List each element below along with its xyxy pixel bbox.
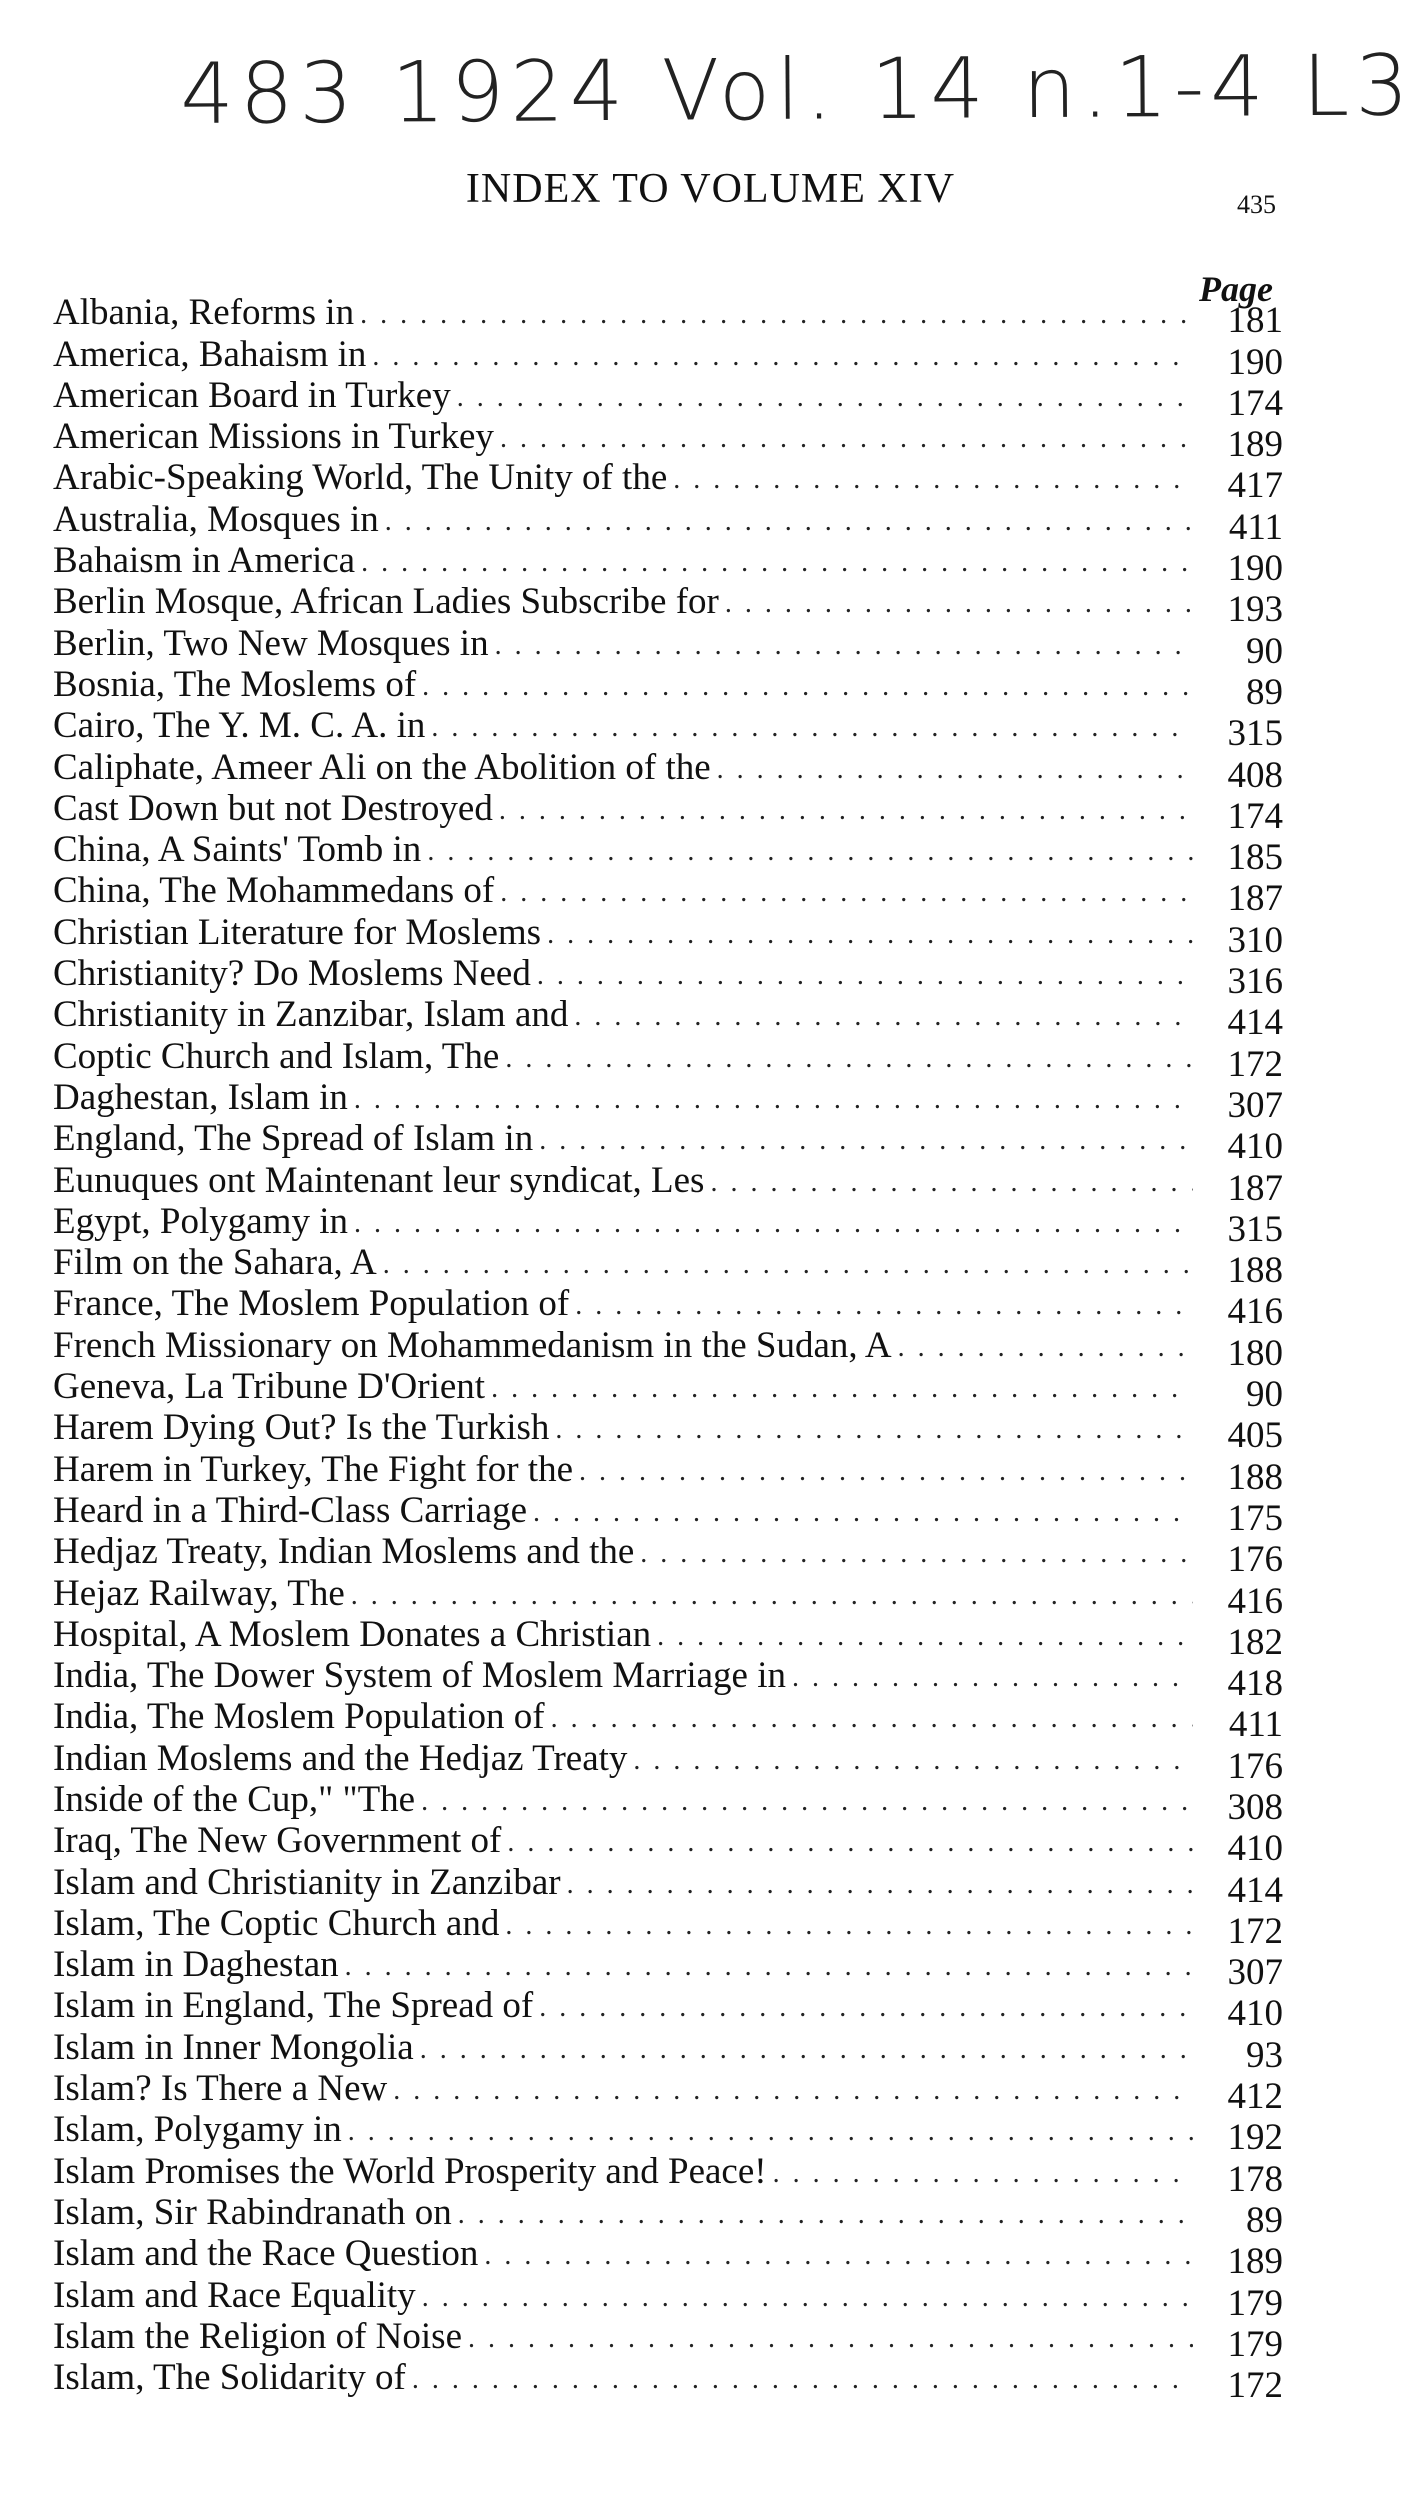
index-entry bbox=[53, 1655, 1283, 1705]
index-entry bbox=[53, 1572, 1283, 1622]
index-entry bbox=[53, 1985, 1283, 2035]
index-entry-page-number: 410 bbox=[1227, 1993, 1283, 2035]
index-entry-label: Hospital, A Moslem Donates a Christian bbox=[53, 1614, 657, 1655]
index-entry-page-number: 89 bbox=[1246, 2199, 1283, 2241]
index-entry-label: Islam, The Solidarity of bbox=[53, 2357, 412, 2398]
index-entry bbox=[53, 622, 1283, 672]
index-entry-page-number: 193 bbox=[1227, 589, 1283, 631]
index-entry-label: Hedjaz Treaty, Indian Moslems and the bbox=[53, 1531, 640, 1572]
index-entry-page-number: 89 bbox=[1246, 671, 1283, 713]
index-entry-label: Islam, The Coptic Church and bbox=[53, 1903, 505, 1944]
index-entry-label: Islam and Race Equality bbox=[53, 2275, 422, 2316]
index-entry bbox=[53, 1531, 1283, 1581]
dot-leader bbox=[354, 1206, 1193, 1242]
index-entry-page-number: 411 bbox=[1228, 1704, 1283, 1746]
index-entry-label: Egypt, Polygamy in bbox=[53, 1201, 354, 1242]
index-entry bbox=[53, 1820, 1283, 1870]
index-entry bbox=[53, 1366, 1283, 1416]
index-entry bbox=[53, 663, 1283, 713]
dot-leader bbox=[500, 875, 1193, 911]
index-entry-label: Inside of the Cup," "The bbox=[53, 1779, 421, 1820]
index-entry-page-number: 180 bbox=[1227, 1332, 1283, 1374]
dot-leader bbox=[640, 1536, 1193, 1572]
index-entry-page-number: 416 bbox=[1227, 1580, 1283, 1622]
index-entry-label: Indian Moslems and the Hedjaz Treaty bbox=[53, 1738, 633, 1779]
index-entry bbox=[53, 540, 1283, 590]
index-entry-label: Islam in Inner Mongolia bbox=[53, 2027, 420, 2068]
dot-leader bbox=[422, 2280, 1193, 2316]
index-entry-label: Islam the Religion of Noise bbox=[53, 2316, 468, 2357]
index-entry-label: Islam, Polygamy in bbox=[53, 2109, 348, 2150]
index-entry-page-number: 416 bbox=[1227, 1291, 1283, 1333]
index-entry-page-number: 316 bbox=[1227, 961, 1283, 1003]
dot-leader bbox=[673, 462, 1193, 498]
dot-leader bbox=[345, 1949, 1193, 1985]
dot-leader bbox=[361, 545, 1193, 581]
dot-leader bbox=[427, 834, 1193, 870]
index-entry bbox=[53, 1035, 1283, 1085]
dot-leader bbox=[633, 1743, 1193, 1779]
dot-leader bbox=[354, 1082, 1193, 1118]
index-entry bbox=[53, 416, 1283, 466]
index-entry-label: Film on the Sahara, A bbox=[53, 1242, 383, 1283]
dot-leader bbox=[495, 628, 1193, 664]
dot-leader bbox=[372, 339, 1193, 375]
index-entry-label: Albania, Reforms in bbox=[53, 292, 360, 333]
index-entry-page-number: 410 bbox=[1227, 1126, 1283, 1168]
index-entry-label: Islam in England, The Spread of bbox=[53, 1985, 539, 2026]
index-entry-page-number: 172 bbox=[1227, 1043, 1283, 1085]
index-entry-label: Australia, Mosques in bbox=[53, 499, 385, 540]
index-entry-label: Iraq, The New Government of bbox=[53, 1820, 507, 1861]
index-entry bbox=[53, 2191, 1283, 2241]
folio-number: 435 bbox=[1237, 190, 1276, 219]
index-entry bbox=[53, 705, 1283, 755]
index-entry-page-number: 172 bbox=[1227, 2365, 1283, 2407]
index-entry-page-number: 176 bbox=[1227, 1745, 1283, 1787]
index-entry-label: Hejaz Railway, The bbox=[53, 1573, 351, 1614]
index-entry-label: Islam and the Race Question bbox=[53, 2233, 484, 2274]
dot-leader bbox=[412, 2362, 1193, 2398]
dot-leader bbox=[507, 1825, 1193, 1861]
index-entry bbox=[53, 2109, 1283, 2159]
dot-leader bbox=[579, 1454, 1193, 1490]
index-entry bbox=[53, 333, 1283, 383]
index-entry-label: Arabic-Speaking World, The Unity of the bbox=[53, 457, 673, 498]
index-entry-label: American Board in Turkey bbox=[53, 375, 457, 416]
index-entry-page-number: 174 bbox=[1227, 382, 1283, 424]
dot-leader bbox=[792, 1660, 1193, 1696]
index-entry-page-number: 307 bbox=[1227, 1952, 1283, 1994]
index-entry-label: China, The Mohammedans of bbox=[53, 870, 500, 911]
index-entry bbox=[53, 457, 1283, 507]
index-entry-page-number: 405 bbox=[1227, 1415, 1283, 1457]
index-entry bbox=[53, 2233, 1283, 2283]
index-entry bbox=[53, 870, 1283, 920]
index-entry-label: France, The Moslem Population of bbox=[53, 1283, 575, 1324]
dot-leader bbox=[567, 1867, 1193, 1903]
index-entry-page-number: 182 bbox=[1227, 1621, 1283, 1663]
index-entry bbox=[53, 374, 1283, 424]
index-entry bbox=[53, 1489, 1283, 1539]
index-entry-page-number: 414 bbox=[1227, 1869, 1283, 1911]
index-entry bbox=[53, 1737, 1283, 1787]
index-entry-label: Caliphate, Ameer Ali on the Abolition of the bbox=[53, 747, 717, 788]
index-entry-page-number: 178 bbox=[1227, 2158, 1283, 2200]
dot-leader bbox=[393, 2073, 1193, 2109]
index-entry-page-number: 418 bbox=[1227, 1663, 1283, 1705]
index-entry-page-number: 192 bbox=[1227, 2117, 1283, 2159]
index-entry bbox=[53, 746, 1283, 796]
index-entry-label: Daghestan, Islam in bbox=[53, 1077, 354, 1118]
dot-leader bbox=[505, 1041, 1193, 1077]
index-entry-page-number: 308 bbox=[1227, 1786, 1283, 1828]
index-entry-label: America, Bahaism in bbox=[53, 334, 372, 375]
dot-leader bbox=[725, 586, 1193, 622]
dot-leader bbox=[457, 380, 1193, 416]
index-entry-page-number: 190 bbox=[1227, 548, 1283, 590]
index-entry-label: China, A Saints' Tomb in bbox=[53, 829, 427, 870]
dot-leader bbox=[383, 1247, 1193, 1283]
index-entry bbox=[53, 498, 1283, 548]
index-entry-page-number: 187 bbox=[1227, 1167, 1283, 1209]
dot-leader bbox=[537, 958, 1193, 994]
index-entry bbox=[53, 1118, 1283, 1168]
index-entry bbox=[53, 1242, 1283, 1292]
dot-leader bbox=[458, 2197, 1193, 2233]
index-entry-label: Heard in a Third-Class Carriage bbox=[53, 1490, 533, 1531]
index-entry-label: Christian Literature for Moslems bbox=[53, 912, 547, 953]
dot-leader bbox=[539, 1990, 1193, 2026]
index-entry-label: Eunuques ont Maintenant leur syndicat, Les bbox=[53, 1160, 710, 1201]
dot-leader bbox=[657, 1619, 1193, 1655]
index-entry bbox=[53, 2068, 1283, 2118]
index-entry-label: American Missions in Turkey bbox=[53, 416, 500, 457]
index-entry bbox=[53, 1613, 1283, 1663]
handwritten-catalog-note: 483 1924 Vol. 14 n.1-4 L3 bbox=[180, 36, 1415, 143]
dot-leader bbox=[431, 710, 1193, 746]
dot-leader bbox=[491, 1371, 1193, 1407]
index-entry-page-number: 176 bbox=[1227, 1539, 1283, 1581]
index-entry-label: England, The Spread of Islam in bbox=[53, 1118, 539, 1159]
index-entry bbox=[53, 1159, 1283, 1209]
index-entry-page-number: 185 bbox=[1227, 837, 1283, 879]
index-entry-label: French Missionary on Mohammedanism in the Sudan, A bbox=[53, 1325, 898, 1366]
dot-leader bbox=[898, 1330, 1193, 1366]
index-entry bbox=[53, 953, 1283, 1003]
index-entry-list bbox=[53, 292, 1283, 2407]
index-entry bbox=[53, 994, 1283, 1044]
index-entry-label: Berlin Mosque, African Ladies Subscribe for bbox=[53, 581, 725, 622]
index-entry-page-number: 179 bbox=[1227, 2282, 1283, 2324]
index-entry-label: Christianity in Zanzibar, Islam and bbox=[53, 994, 574, 1035]
dot-leader bbox=[773, 2156, 1193, 2192]
index-entry-label: Cairo, The Y. M. C. A. in bbox=[53, 705, 431, 746]
index-entry bbox=[53, 292, 1283, 342]
index-entry bbox=[53, 911, 1283, 961]
index-entry bbox=[53, 1283, 1283, 1333]
index-entry bbox=[53, 829, 1283, 879]
dot-leader bbox=[575, 1288, 1193, 1324]
index-entry-label: Berlin, Two New Mosques in bbox=[53, 623, 495, 664]
index-entry bbox=[53, 2274, 1283, 2324]
index-entry-label: Harem in Turkey, The Fight for the bbox=[53, 1449, 579, 1490]
index-entry-page-number: 172 bbox=[1227, 1910, 1283, 1952]
index-entry-label: Christianity? Do Moslems Need bbox=[53, 953, 537, 994]
page-title: INDEX TO VOLUME XIV bbox=[465, 166, 956, 212]
index-entry-page-number: 315 bbox=[1227, 1208, 1283, 1250]
page-column-heading: Page bbox=[1199, 269, 1273, 309]
index-entry-label: Islam in Daghestan bbox=[53, 1944, 345, 1985]
dot-leader bbox=[360, 297, 1193, 333]
dot-leader bbox=[348, 2114, 1193, 2150]
index-entry-page-number: 417 bbox=[1227, 465, 1283, 507]
index-entry bbox=[53, 787, 1283, 837]
dot-leader bbox=[717, 752, 1193, 788]
index-entry bbox=[53, 2357, 1283, 2407]
index-entry-page-number: 412 bbox=[1227, 2076, 1283, 2118]
index-entry bbox=[53, 1200, 1283, 1250]
index-entry-page-number: 90 bbox=[1246, 1374, 1283, 1416]
index-entry-label: India, The Moslem Population of bbox=[53, 1696, 551, 1737]
index-entry-page-number: 310 bbox=[1227, 919, 1283, 961]
index-entry bbox=[53, 1076, 1283, 1126]
index-entry-page-number: 410 bbox=[1227, 1828, 1283, 1870]
index-entry bbox=[53, 2315, 1283, 2365]
dot-leader bbox=[484, 2238, 1193, 2274]
index-entry-page-number: 307 bbox=[1227, 1084, 1283, 1126]
dot-leader bbox=[420, 2032, 1193, 2068]
index-entry-page-number: 414 bbox=[1227, 1002, 1283, 1044]
index-entry-page-number: 174 bbox=[1227, 795, 1283, 837]
index-entry-label: Islam Promises the World Prosperity and Peace! bbox=[53, 2151, 773, 2192]
index-entry-label: Islam, Sir Rabindranath on bbox=[53, 2192, 458, 2233]
index-entry-page-number: 188 bbox=[1227, 1250, 1283, 1292]
index-entry-label: Bahaism in America bbox=[53, 540, 361, 581]
index-entry-label: Bosnia, The Moslems of bbox=[53, 664, 422, 705]
index-entry-label: Cast Down but not Destroyed bbox=[53, 788, 499, 829]
dot-leader bbox=[422, 669, 1193, 705]
dot-leader bbox=[500, 421, 1193, 457]
index-entry-page-number: 181 bbox=[1227, 300, 1283, 342]
index-entry-label: Geneva, La Tribune D'Orient bbox=[53, 1366, 491, 1407]
index-entry bbox=[53, 2150, 1283, 2200]
index-entry-page-number: 188 bbox=[1227, 1456, 1283, 1498]
index-entry bbox=[53, 1407, 1283, 1457]
index-entry bbox=[53, 581, 1283, 631]
dot-leader bbox=[533, 1495, 1193, 1531]
dot-leader bbox=[385, 504, 1193, 540]
index-entry-page-number: 189 bbox=[1227, 2241, 1283, 2283]
index-entry-label: Coptic Church and Islam, The bbox=[53, 1036, 505, 1077]
index-entry-label: Harem Dying Out? Is the Turkish bbox=[53, 1407, 555, 1448]
index-entry-page-number: 411 bbox=[1228, 506, 1283, 548]
dot-leader bbox=[351, 1578, 1193, 1614]
dot-leader bbox=[505, 1908, 1193, 1944]
dot-leader bbox=[468, 2321, 1193, 2357]
index-entry-label: Islam and Christianity in Zanzibar bbox=[53, 1862, 567, 1903]
index-entry bbox=[53, 1324, 1283, 1374]
index-entry-page-number: 90 bbox=[1246, 630, 1283, 672]
index-entry-page-number: 189 bbox=[1227, 424, 1283, 466]
dot-leader bbox=[551, 1701, 1193, 1737]
index-entry bbox=[53, 1778, 1283, 1828]
index-entry-page-number: 187 bbox=[1227, 878, 1283, 920]
dot-leader bbox=[574, 999, 1193, 1035]
index-entry-page-number: 93 bbox=[1246, 2034, 1283, 2076]
index-entry bbox=[53, 1448, 1283, 1498]
index-entry-label: India, The Dower System of Moslem Marriage in bbox=[53, 1655, 792, 1696]
index-entry bbox=[53, 1696, 1283, 1746]
dot-leader bbox=[539, 1123, 1193, 1159]
index-entry-label: Islam? Is There a New bbox=[53, 2068, 393, 2109]
index-entry-page-number: 315 bbox=[1227, 713, 1283, 755]
dot-leader bbox=[710, 1165, 1193, 1201]
index-entry bbox=[53, 1861, 1283, 1911]
dot-leader bbox=[499, 793, 1193, 829]
index-entry-page-number: 190 bbox=[1227, 341, 1283, 383]
dot-leader bbox=[421, 1784, 1193, 1820]
index-entry-page-number: 175 bbox=[1227, 1497, 1283, 1539]
index-entry bbox=[53, 2026, 1283, 2076]
index-entry-page-number: 408 bbox=[1227, 754, 1283, 796]
index-entry bbox=[53, 1944, 1283, 1994]
dot-leader bbox=[555, 1412, 1193, 1448]
index-entry-page-number: 179 bbox=[1227, 2323, 1283, 2365]
dot-leader bbox=[547, 917, 1193, 953]
index-entry bbox=[53, 1902, 1283, 1952]
